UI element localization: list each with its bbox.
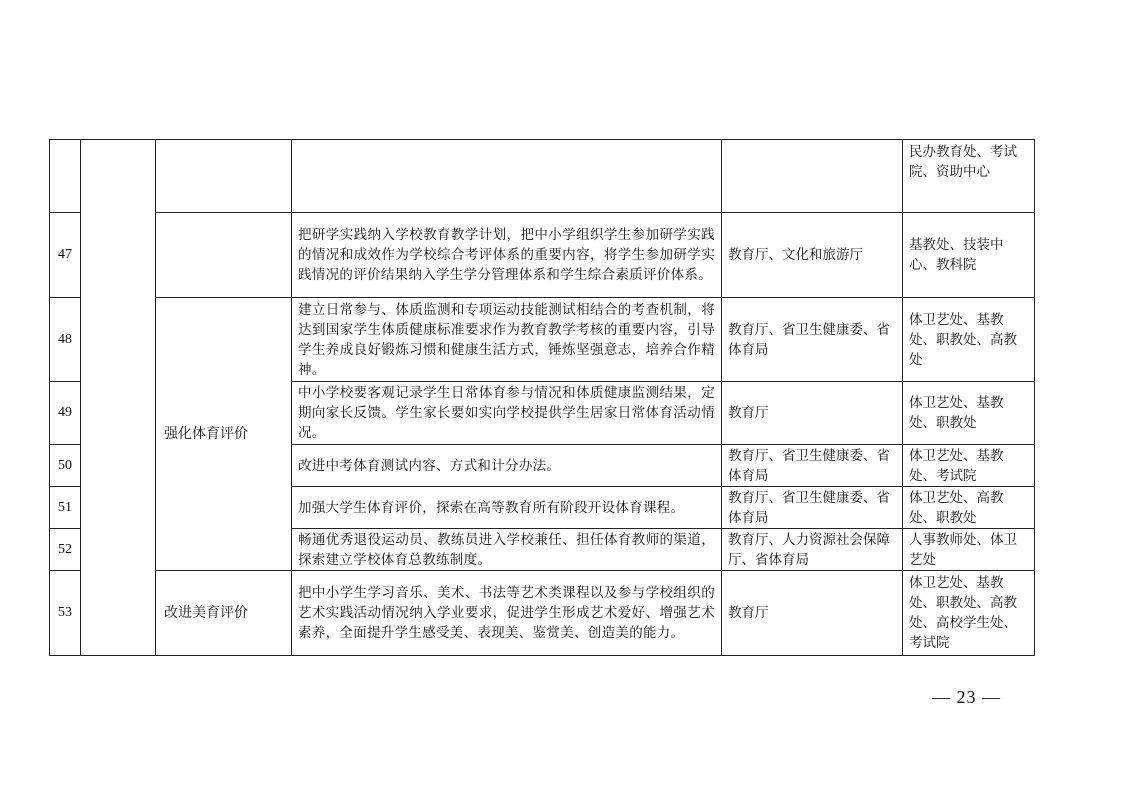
- row-number-cell: [50, 140, 81, 213]
- row-number: 47: [50, 213, 81, 298]
- responsible-cell: 体卫艺处、基教处、职教处、高教处: [903, 298, 1035, 382]
- row-number: 49: [50, 382, 81, 445]
- responsible-cell: 体卫艺处、基教处、职教处、高教处、高校学生处、考试院: [903, 571, 1035, 656]
- category-cell: [81, 140, 156, 656]
- content-cell: 畅通优秀退役运动员、教练员进入学校兼任、担任体育教师的渠道，探索建立学校体育总教练制度。: [292, 529, 722, 571]
- responsible-cell: 体卫艺处、基教处、职教处: [903, 382, 1035, 445]
- responsible-cell: 民办教育处、考试院、资助中心: [903, 140, 1035, 213]
- content-cell: 把中小学生学习音乐、美术、书法等艺术类课程以及参与学校组织的艺术实践活动情况纳入学业要求，促进学生形成艺术爱好、增强艺术素养，全面提升学生感受美、表现美、鉴赏美、创造美的能力。: [292, 571, 722, 656]
- task-table: [49, 139, 1035, 656]
- lead-unit-cell: [722, 140, 903, 213]
- content-cell: [292, 140, 722, 213]
- lead-unit-cell: 教育厅: [722, 382, 903, 445]
- lead-unit-cell: 教育厅、省卫生健康委、省体育局: [722, 298, 903, 382]
- row-number: 53: [50, 571, 81, 656]
- row-number: 51: [50, 487, 81, 529]
- row-number: 48: [50, 298, 81, 382]
- content-cell: 建立日常参与、体质监测和专项运动技能测试相结合的考查机制，将达到国家学生体质健康标准要求作为教育教学考核的重要内容，引导学生养成良好锻炼习惯和健康生活方式，锤炼坚强意志，培养合作精神。: [292, 298, 722, 382]
- table-row: [50, 571, 1035, 656]
- row-number: 50: [50, 445, 81, 487]
- lead-unit-cell: 教育厅: [722, 571, 903, 656]
- lead-unit-cell: 教育厅、省卫生健康委、省体育局: [722, 487, 903, 529]
- responsible-cell: 体卫艺处、高教处、职教处: [903, 487, 1035, 529]
- table-row: [50, 213, 1035, 298]
- page-number: — 23 —: [932, 687, 1001, 707]
- table-row-continued: [50, 140, 1035, 213]
- content-cell: 中小学校要客观记录学生日常体育参与情况和体质健康监测结果，定期向家长反馈。学生家长要如实向学校提供学生居家日常体育活动情况。: [292, 382, 722, 445]
- responsible-cell: 体卫艺处、基教处、考试院: [903, 445, 1035, 487]
- lead-unit-cell: 教育厅、文化和旅游厅: [722, 213, 903, 298]
- section-cell: [156, 213, 292, 298]
- content-cell: 改进中考体育测试内容、方式和计分办法。: [292, 445, 722, 487]
- lead-unit-cell: 教育厅、省卫生健康委、省体育局: [722, 445, 903, 487]
- section-title-pe: 强化体育评价: [156, 298, 292, 571]
- section-title-art: 改进美育评价: [156, 571, 292, 656]
- content-cell: 把研学实践纳入学校教育教学计划，把中小学组织学生参加研学实践的情况和成效作为学校综合考评体系的重要内容，将学生参加研学实践情况的评价结果纳入学生学分管理体系和学生综合素质评价体系。: [292, 213, 722, 298]
- row-number: 52: [50, 529, 81, 571]
- responsible-cell: 人事教师处、体卫艺处: [903, 529, 1035, 571]
- table-row: [50, 298, 1035, 382]
- content-cell: 加强大学生体育评价，探索在高等教育所有阶段开设体育课程。: [292, 487, 722, 529]
- lead-unit-cell: 教育厅、人力资源社会保障厅、省体育局: [722, 529, 903, 571]
- section-cell: [156, 140, 292, 213]
- responsible-cell: 基教处、技装中心、教科院: [903, 213, 1035, 298]
